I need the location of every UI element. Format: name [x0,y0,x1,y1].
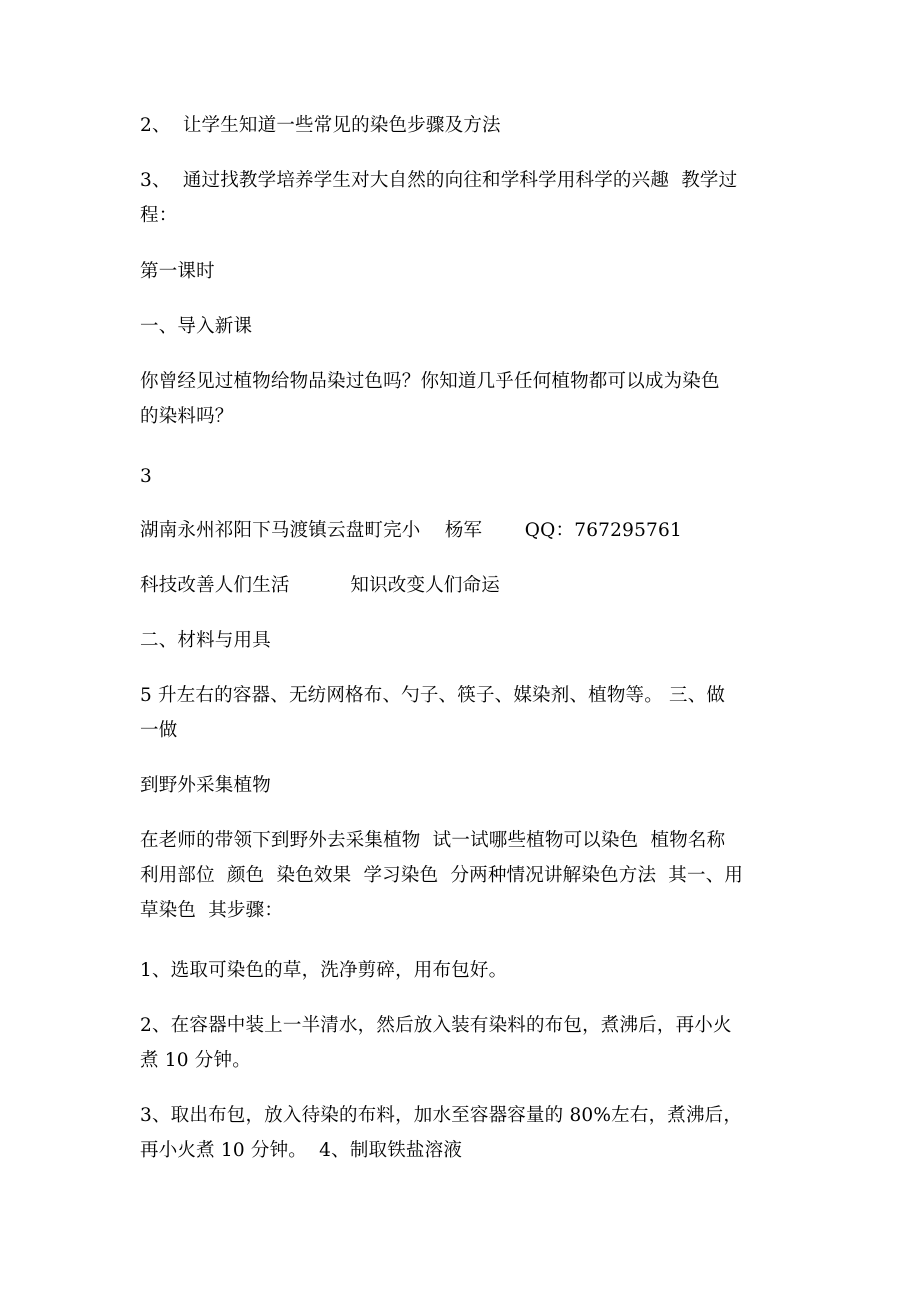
lesson-1-heading [140,254,790,289]
author-info [140,513,790,548]
slogan [140,568,790,603]
dye-step-2 [140,1008,790,1078]
intro-question [140,364,790,434]
author-text: 湖南永州祁阳下马渡镇云盘町完小 杨军 QQ：767295761 [140,520,682,541]
text-line: 的染料吗？ [140,406,234,427]
text-line: 你曾经见过植物给物品染过色吗？你知道几乎任何植物都可以成为染色 [140,371,720,392]
teaching-goal-3 [140,163,790,233]
text-line: 1、选取可染色的草，洗净剪碎，用布包好。 [140,960,508,981]
collect-plants-heading [140,768,790,803]
text-line: 草染色 其步骤： [140,900,284,921]
page-number-text: 3 [140,466,152,487]
dye-step-3 [140,1098,790,1168]
slogan-text: 科技改善人们生活 知识改变人们命运 [140,575,501,596]
text-line: 3、取出布包，放入待染的布料，加水至容器容量的 80%左右，煮沸后， [140,1105,743,1126]
text-line: 3、 通过找教学培养学生对大自然的向往和学科学用科学的兴趣 教学过 [140,170,738,191]
page-number [140,459,790,494]
heading-text: 一、导入新课 [140,316,253,337]
section-2-heading [140,623,790,658]
collect-plants-body [140,823,790,928]
text-line: 一做 [140,720,178,741]
heading-text: 到野外采集植物 [140,775,271,796]
text-line: 5 升左右的容器、无纺网格布、勺子、筷子、媒染剂、植物等。 三、做 [140,685,726,706]
teaching-goal-2 [140,108,790,143]
materials-list [140,678,790,748]
text-line: 利用部位 颜色 染色效果 学习染色 分两种情况讲解染色方法 其一、用 [140,865,744,886]
text-line: 程： [140,205,178,226]
text-line: 2、 让学生知道一些常见的染色步骤及方法 [140,115,501,136]
heading-text: 二、材料与用具 [140,630,271,651]
section-1-heading [140,309,790,344]
text-line: 2、在容器中装上一半清水，然后放入装有染料的布包，煮沸后，再小火 [140,1015,732,1036]
text-line: 再小火煮 10 分钟。 4、制取铁盐溶液 [140,1140,463,1161]
dye-step-1 [140,953,790,988]
text-line: 煮 10 分钟。 [140,1050,251,1071]
text-line: 在老师的带领下到野外去采集植物 试一试哪些植物可以染色 植物名称 [140,830,726,851]
heading-text: 第一课时 [140,261,215,282]
